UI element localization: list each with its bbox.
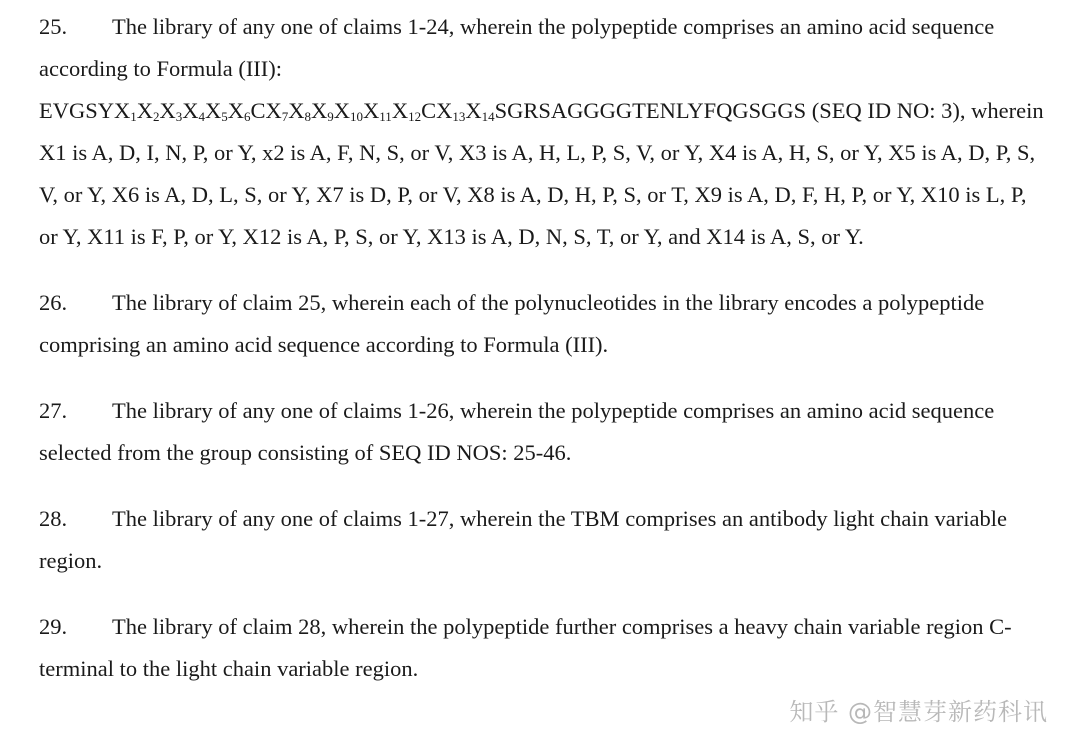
claim-29	[39, 606, 1049, 690]
claim-text: The library of claim 25, wherein each of the polynucleotides in the library encodes a polypeptide comprising an amino acid sequence according to Formula (III).	[39, 290, 985, 357]
formula-token: X	[265, 98, 282, 123]
formula-subscript: 14	[481, 109, 495, 124]
claim-number: 28.	[39, 506, 68, 531]
claim-number: 25.	[39, 14, 68, 39]
formula-token: X	[311, 98, 328, 123]
formula-token: X	[136, 98, 154, 123]
formula-subscript: 6	[244, 109, 251, 124]
claim-number: 27.	[39, 398, 68, 423]
formula-subscript: 1	[130, 109, 137, 124]
formula-token: X	[363, 98, 380, 123]
claim-text: The library of any one of claims 1-27, wherein the TBM comprises an antibody light chain variable region.	[39, 506, 1007, 573]
formula-token: X	[436, 98, 453, 123]
formula-subscript: 3	[175, 109, 183, 124]
claim-number: 26.	[39, 290, 68, 315]
claim-25	[39, 6, 1049, 258]
formula-token: X	[114, 98, 131, 123]
claim-text: The library of claim 28, wherein the polypeptide further comprises a heavy chain variable region C-terminal to the light chain variable region.	[39, 614, 1012, 681]
formula-subscript: 11	[379, 109, 392, 124]
formula-token: X	[391, 98, 409, 123]
formula-subscript: 7	[281, 109, 289, 124]
formula-token: X	[465, 98, 482, 123]
formula-token: C	[250, 98, 266, 123]
formula-token: X	[182, 98, 199, 123]
formula-subscript: 9	[327, 109, 334, 124]
claim-text: The library of any one of claims 1-26, wherein the polypeptide comprises an amino acid sequence selected from the group consisting of SEQ ID NOS: 25-46.	[39, 398, 995, 465]
formula-prefix: EVGSY	[39, 98, 115, 123]
formula-subscript: 13	[452, 109, 466, 124]
formula-token: X	[205, 98, 222, 123]
formula-subscript: 10	[350, 109, 364, 124]
formula-token: X	[288, 98, 305, 123]
claim-27	[39, 390, 1049, 474]
formula-subscript: 5	[221, 109, 228, 124]
formula-subscript: 4	[198, 109, 206, 124]
formula-token: X	[159, 98, 176, 123]
claims-document	[39, 6, 1049, 690]
zhihu-watermark: 知乎 @智慧芽新药科讯	[789, 698, 1048, 726]
formula-subscript: 8	[304, 109, 312, 124]
formula-token: C	[421, 98, 437, 123]
formula-token: X	[227, 98, 245, 123]
claim-number: 29.	[39, 614, 68, 639]
formula-subscript: 12	[408, 109, 422, 124]
claim-28	[39, 498, 1049, 582]
claim-text: The library of any one of claims 1-24, wherein the polypeptide comprises an amino acid sequence according to Formula (III):	[39, 14, 995, 81]
formula-subscript: 2	[153, 109, 160, 124]
formula-token: X	[333, 98, 351, 123]
claim-26	[39, 282, 1049, 366]
formula-suffix: SGRSAGGGGTENLYFQGSGGS (SEQ ID NO: 3), wherein X1 is A, D, I, N, P, or Y, x2 is A, F, N, S, or V, X3 is A, H, L, P, S, V, or Y, X4 is A, H, S, or Y, X5 is A, D, P, S, V, or Y, X6 is A, D, L, S, or Y, X7 is D, P, or V, X8 is A, D, H, P, S, or T, X9 is A, D, F, H, P, or Y, X10 is L, P, or Y, X11 is F, P, or Y, X12 is A, P, S, or Y, X13 is A, D, N, S, T, or Y, and X14 is A, S, or Y.	[39, 98, 1044, 249]
